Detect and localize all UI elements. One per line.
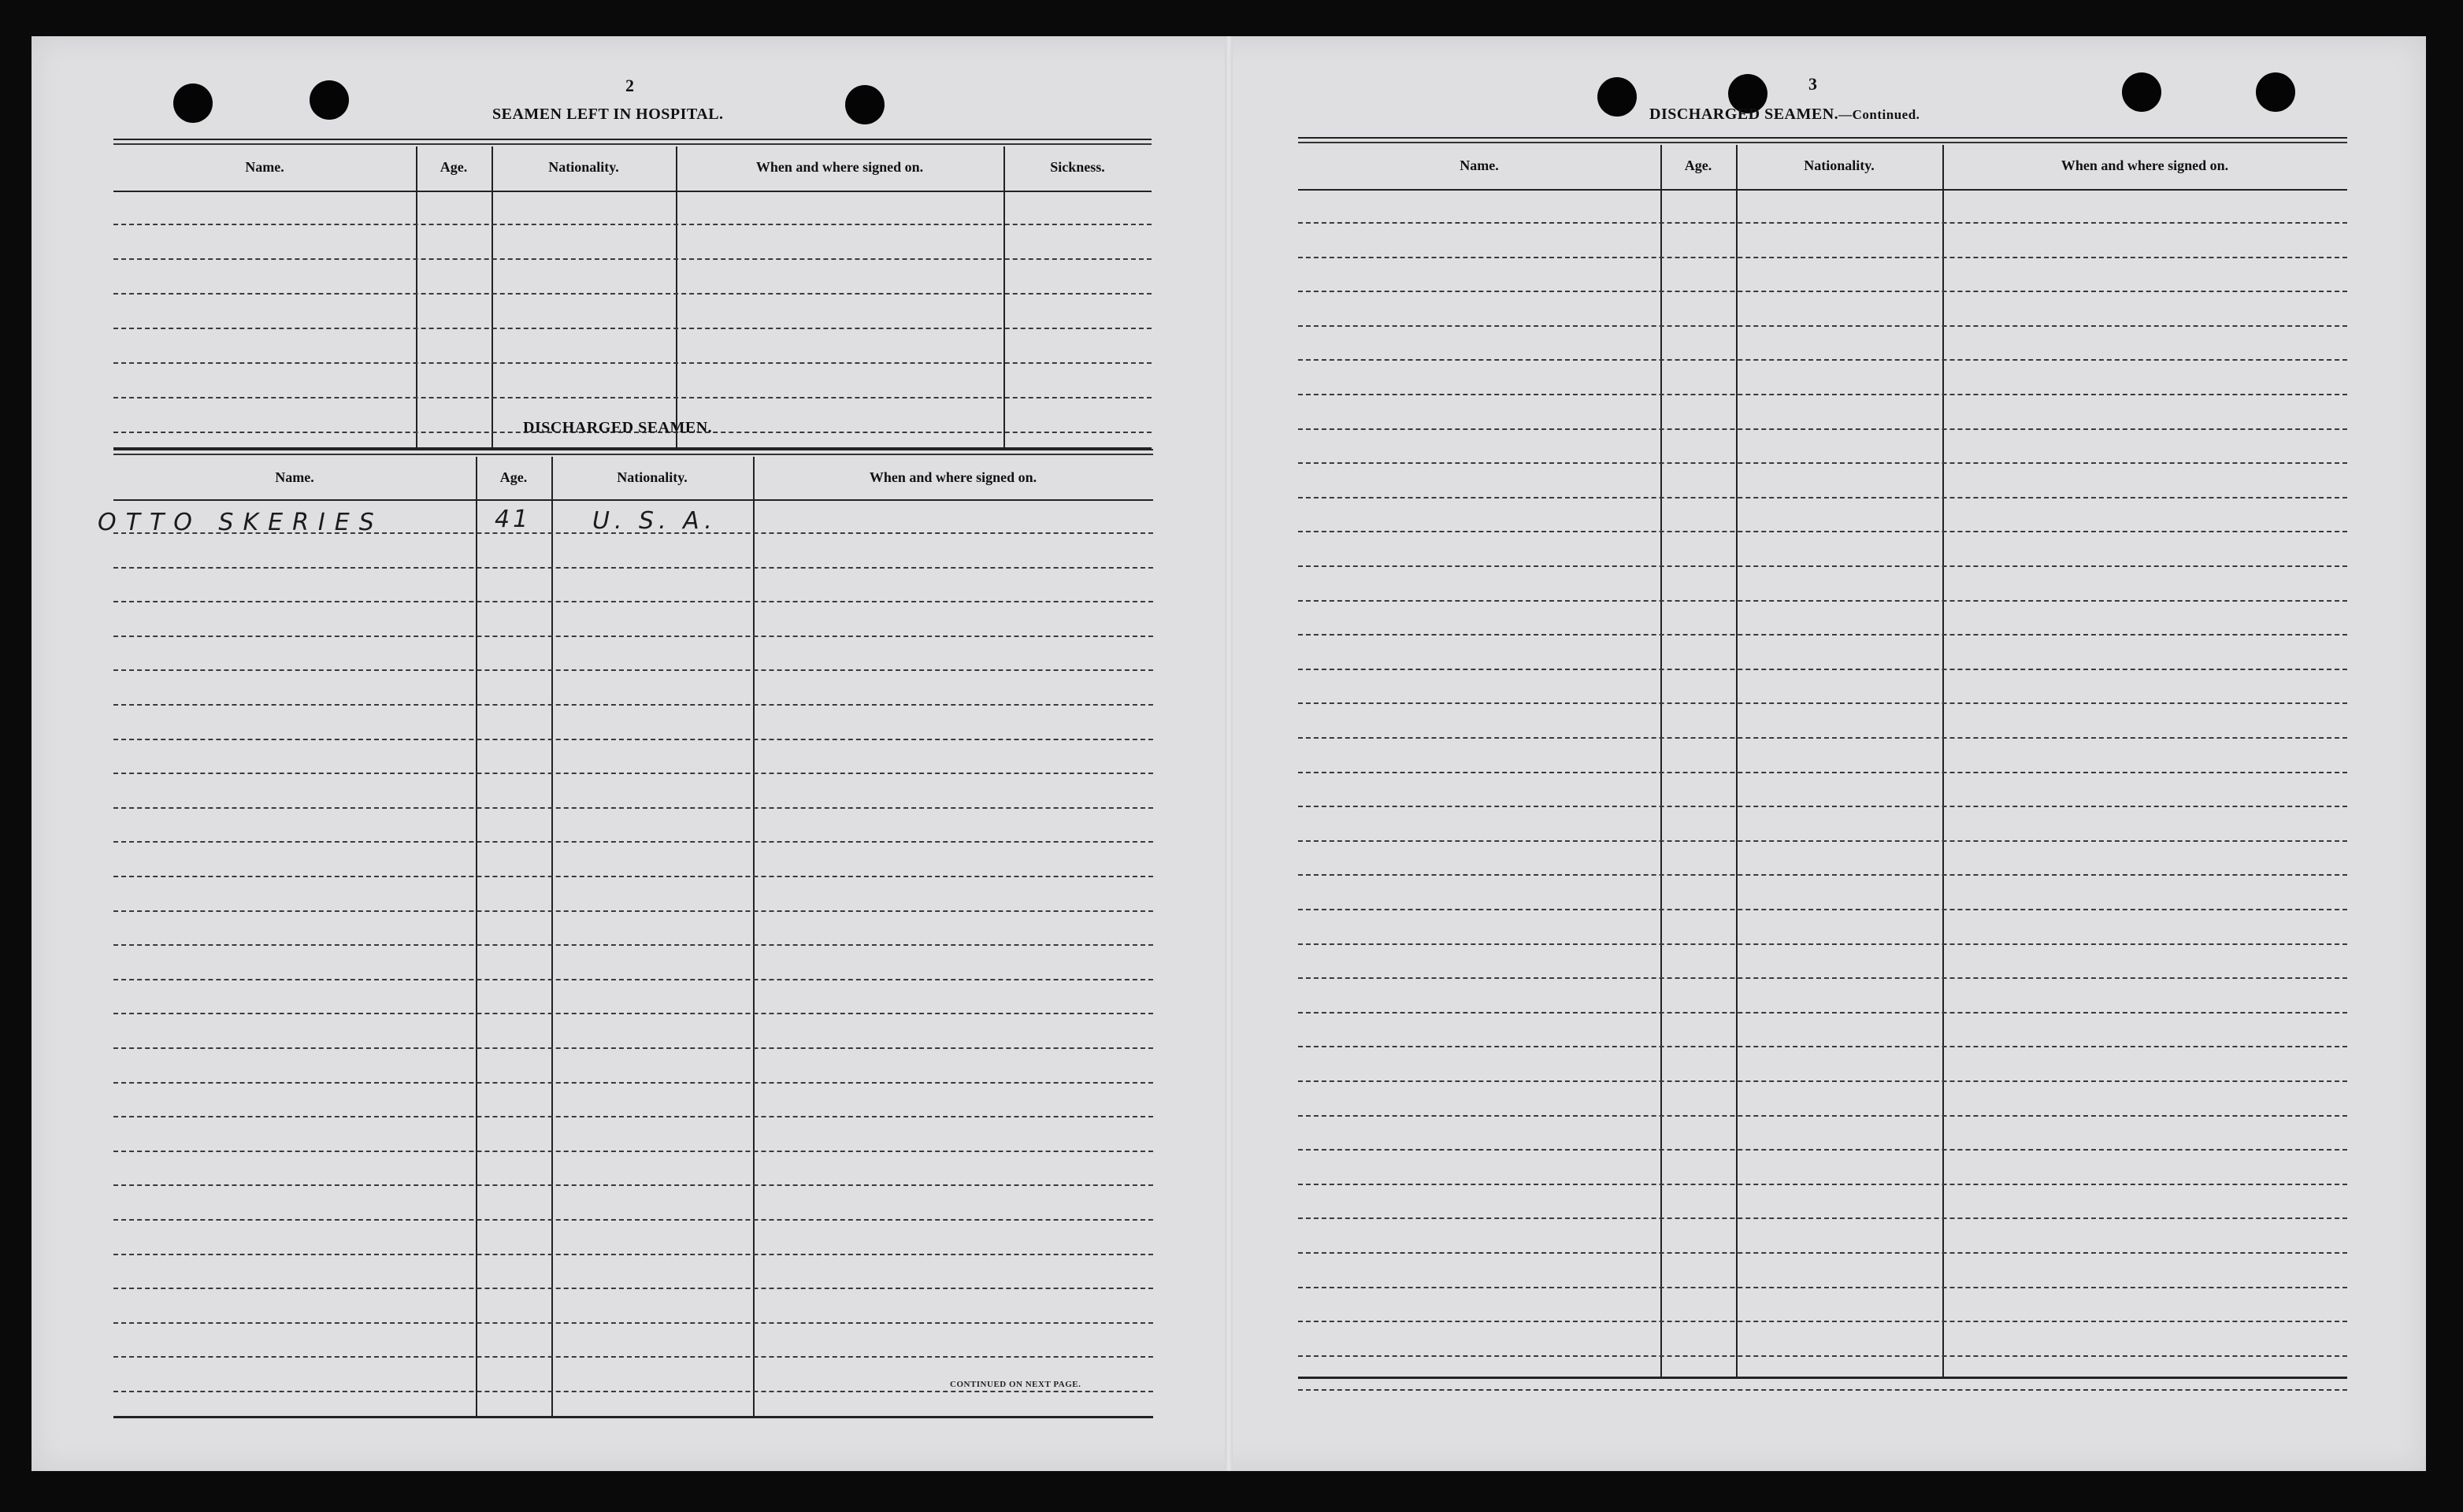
table-row <box>1298 1080 2347 1082</box>
column-divider <box>491 146 493 447</box>
discharged-continued-table <box>1298 137 2347 1378</box>
table-row <box>1298 669 2347 670</box>
table-row <box>113 601 1153 602</box>
table-row <box>113 979 1153 980</box>
table-row <box>1298 291 2347 292</box>
handwritten-nationality: U. S. A. <box>592 507 717 535</box>
col-age: Age. <box>1684 158 1712 173</box>
column-divider <box>1942 145 1944 1377</box>
table-row <box>1298 325 2347 327</box>
table-row <box>113 1013 1153 1014</box>
table-row <box>1298 1149 2347 1151</box>
table-row <box>1298 702 2347 704</box>
table-row <box>113 636 1153 637</box>
col-nationality: Nationality. <box>1804 158 1875 173</box>
col-sickness: Sickness. <box>1050 159 1105 175</box>
table-row <box>1298 1321 2347 1322</box>
table-row <box>1298 462 2347 464</box>
page-number-right: 3 <box>1808 74 1817 94</box>
table-row <box>113 362 1152 364</box>
page-fold <box>1225 36 1233 1471</box>
table-row <box>113 1288 1153 1289</box>
table-row <box>1298 1115 2347 1117</box>
table-row <box>113 1391 1153 1392</box>
col-signed-on: When and where signed on. <box>869 469 1037 485</box>
table-row <box>113 669 1153 671</box>
table-row <box>113 1254 1153 1255</box>
punch-hole <box>173 83 213 123</box>
table-row <box>113 567 1153 569</box>
table-row <box>1298 1252 2347 1254</box>
table-row <box>113 224 1152 225</box>
table-row <box>113 1322 1153 1324</box>
table-row <box>113 1082 1153 1084</box>
table-row <box>1298 359 2347 361</box>
col-age: Age. <box>499 469 528 485</box>
table-row <box>113 876 1153 877</box>
table-row <box>113 328 1152 329</box>
table-bottom-rule <box>113 1416 1153 1418</box>
discharged-section-title: DISCHARGED SEAMEN. <box>523 419 713 436</box>
col-signed-on: When and where signed on. <box>755 159 924 175</box>
right-title-suffix: —Continued. <box>1838 107 1920 122</box>
continued-table-header <box>1298 139 2347 191</box>
table-row <box>113 1184 1153 1186</box>
col-age: Age. <box>440 159 468 175</box>
handwritten-name: OTTO SKERIES <box>98 509 384 536</box>
hospital-table-header <box>113 140 1152 192</box>
col-name: Name. <box>245 159 284 175</box>
table-row <box>1298 531 2347 532</box>
handwritten-age: 41 <box>495 506 532 533</box>
column-divider <box>676 146 677 447</box>
table-row <box>1298 909 2347 910</box>
table-row <box>113 258 1152 260</box>
table-row <box>113 397 1152 398</box>
table-row <box>1298 565 2347 567</box>
punch-hole <box>310 80 349 120</box>
table-row <box>113 1047 1153 1049</box>
table-row <box>1298 257 2347 258</box>
col-nationality: Nationality. <box>617 469 688 485</box>
table-row <box>1298 1184 2347 1185</box>
table-row <box>113 773 1153 774</box>
hospital-table <box>113 139 1152 450</box>
column-divider <box>1660 145 1662 1377</box>
table-row <box>1298 943 2347 945</box>
table-row <box>113 944 1153 946</box>
right-title-text: DISCHARGED SEAMEN. <box>1649 106 1839 123</box>
punch-hole <box>845 85 885 124</box>
punch-hole <box>1597 77 1637 117</box>
table-row <box>113 1219 1153 1221</box>
table-row <box>1298 222 2347 224</box>
table-row <box>1298 1355 2347 1357</box>
table-row <box>113 1116 1153 1117</box>
discharged-table <box>113 449 1153 1418</box>
column-divider <box>1003 146 1005 447</box>
table-row <box>1298 428 2347 430</box>
table-row <box>1298 394 2347 395</box>
page-number-left: 2 <box>625 76 634 95</box>
table-row <box>1298 977 2347 979</box>
continued-footer: CONTINUED ON NEXT PAGE. <box>950 1380 1081 1389</box>
col-name: Name. <box>1460 158 1499 173</box>
table-row <box>113 704 1153 706</box>
table-row <box>1298 1217 2347 1219</box>
document-sheet <box>32 36 2426 1471</box>
table-row <box>113 910 1153 912</box>
punch-hole <box>2122 72 2161 112</box>
punch-hole <box>2256 72 2295 112</box>
table-row <box>1298 806 2347 807</box>
table-row <box>1298 600 2347 602</box>
table-row <box>113 293 1152 295</box>
table-row <box>113 807 1153 809</box>
col-name: Name. <box>275 469 314 485</box>
table-row <box>1298 1287 2347 1288</box>
right-section-title <box>1649 106 1920 124</box>
table-row <box>1298 1046 2347 1047</box>
table-row <box>1298 772 2347 773</box>
table-row <box>1298 840 2347 842</box>
table-row <box>1298 874 2347 876</box>
table-row <box>1298 1012 2347 1014</box>
column-divider <box>1736 145 1738 1377</box>
table-row <box>113 739 1153 740</box>
col-nationality: Nationality. <box>548 159 619 175</box>
table-row <box>113 841 1153 843</box>
table-bottom-rule <box>1298 1377 2347 1379</box>
table-row <box>1298 497 2347 498</box>
table-row <box>1298 737 2347 739</box>
table-row <box>113 1151 1153 1152</box>
col-signed-on: When and where signed on. <box>2061 158 2229 173</box>
table-row <box>1298 634 2347 636</box>
table-row <box>113 1356 1153 1358</box>
hospital-section-title: SEAMEN LEFT IN HOSPITAL. <box>492 106 724 123</box>
discharged-table-header <box>113 450 1153 501</box>
table-row <box>1298 1389 2347 1391</box>
column-divider <box>416 146 417 447</box>
